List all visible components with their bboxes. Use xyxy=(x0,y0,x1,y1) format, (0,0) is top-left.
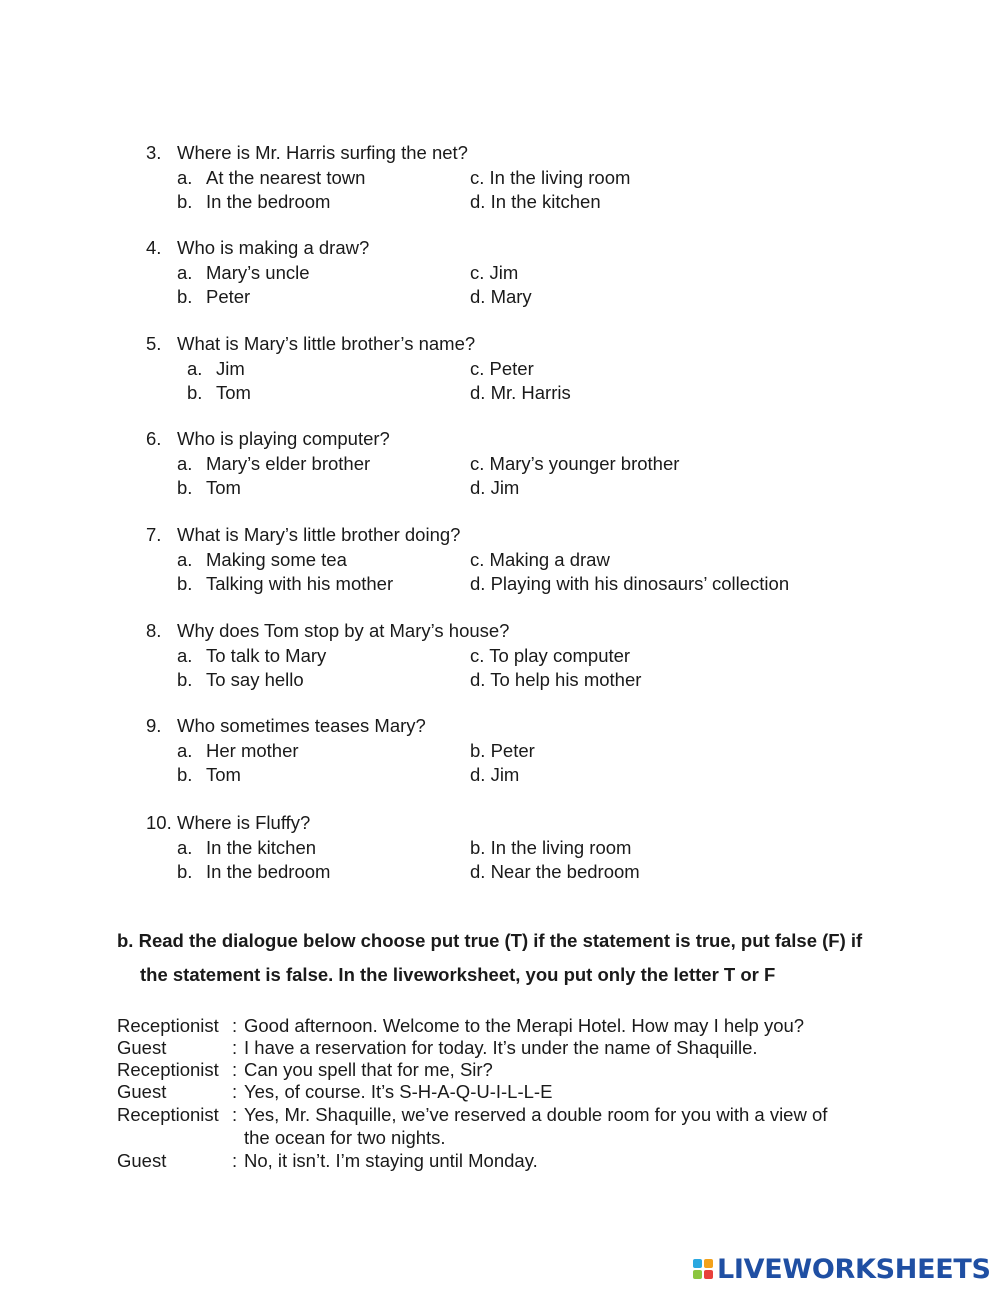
option-text: At the nearest town xyxy=(206,166,366,188)
option-text: Talking with his mother xyxy=(206,573,394,594)
option-text: Her mother xyxy=(206,739,299,761)
dialogue-line: the ocean for two nights. xyxy=(244,1127,446,1148)
option-text-right: c. Peter xyxy=(470,357,534,379)
dialogue-colon: : xyxy=(232,1037,238,1058)
option-letter: a. xyxy=(177,261,193,283)
dialogue-line: I have a reservation for today. It’s under the name of Shaquille. xyxy=(244,1037,758,1058)
logo-text: LIVEWORKSHEETS xyxy=(717,1253,991,1285)
dialogue-colon: : xyxy=(232,1104,238,1125)
option-text: In the bedroom xyxy=(206,861,331,882)
option-text-right: c. To play computer xyxy=(470,644,631,666)
option-text: Mary’s uncle xyxy=(206,261,310,283)
question-number: 6. xyxy=(146,428,162,449)
option-text-right: c. In the living room xyxy=(470,166,631,188)
option-text-right: c. Jim xyxy=(470,261,519,283)
option-text: Making some tea xyxy=(206,548,347,570)
dialogue-line: Yes, of course. It’s S-H-A-Q-U-I-L-L-E xyxy=(244,1081,553,1102)
dialogue-speaker: Receptionist xyxy=(117,1015,219,1036)
question-number: 7. xyxy=(146,524,162,545)
option-text-right: d. To help his mother xyxy=(470,669,642,690)
dialogue-colon: : xyxy=(232,1150,238,1171)
option-text: In the kitchen xyxy=(206,836,317,858)
option-text-right: b. Peter xyxy=(470,739,535,761)
option-text-right: d. Playing with his dinosaurs’ collection xyxy=(470,573,790,594)
option-letter: b. xyxy=(177,191,193,212)
question-text: Who is playing computer? xyxy=(177,428,390,449)
dialogue-colon: : xyxy=(232,1059,238,1080)
question-text: Why does Tom stop by at Mary’s house? xyxy=(177,620,510,641)
question-text: Where is Mr. Harris surfing the net? xyxy=(177,142,468,163)
liveworksheets-logo xyxy=(693,1254,991,1284)
option-letter: a. xyxy=(177,548,193,570)
option-text-right: d. Near the bedroom xyxy=(470,861,640,882)
option-text-right: d. Jim xyxy=(470,477,520,498)
option-text-right: c. Mary’s younger brother xyxy=(470,452,680,474)
option-letter: b. xyxy=(187,382,203,403)
dialogue-speaker: Guest xyxy=(117,1150,167,1171)
question-number: 9. xyxy=(146,715,162,736)
option-letter: a. xyxy=(177,452,193,474)
option-letter: b. xyxy=(177,861,193,882)
option-text: Tom xyxy=(216,382,251,403)
dialogue-speaker: Guest xyxy=(117,1037,167,1058)
dialogue-line: Yes, Mr. Shaquille, we’ve reserved a double room for you with a view of xyxy=(244,1104,828,1125)
option-text: Peter xyxy=(206,286,251,307)
option-letter: a. xyxy=(177,739,193,761)
option-text-right: d. Mary xyxy=(470,286,532,307)
question-number: 5. xyxy=(146,333,162,354)
option-text: Jim xyxy=(216,357,245,379)
dialogue-line: No, it isn’t. I’m staying until Monday. xyxy=(244,1150,538,1171)
option-text-right: d. Mr. Harris xyxy=(470,382,571,403)
option-letter: a. xyxy=(177,644,193,666)
question-number: 4. xyxy=(146,237,162,258)
dialogue-line: Good afternoon. Welcome to the Merapi Hotel. How may I help you? xyxy=(244,1015,805,1036)
option-text: In the bedroom xyxy=(206,191,331,212)
dialogue-colon: : xyxy=(232,1015,238,1036)
liveworksheets-logo-icon xyxy=(693,1259,713,1279)
question-text: Where is Fluffy? xyxy=(177,812,311,833)
section-b-instruction-line2: the statement is false. In the liveworksheet, you put only the letter T or F xyxy=(140,964,776,985)
option-text-right: c. Making a draw xyxy=(470,548,610,570)
dialogue-line: Can you spell that for me, Sir? xyxy=(244,1059,493,1080)
dialogue-speaker: Receptionist xyxy=(117,1104,219,1125)
question-text: Who sometimes teases Mary? xyxy=(177,715,426,736)
question-text: Who is making a draw? xyxy=(177,237,370,258)
option-text: To talk to Mary xyxy=(206,644,327,666)
option-text-right: d. In the kitchen xyxy=(470,191,601,212)
question-number: 10. xyxy=(146,812,172,833)
option-letter: a. xyxy=(187,357,203,379)
dialogue-speaker: Guest xyxy=(117,1081,167,1102)
option-letter: b. xyxy=(177,764,193,785)
option-text: Mary’s elder brother xyxy=(206,452,371,474)
option-text-right: b. In the living room xyxy=(470,836,632,858)
section-b-instruction-line1: b. Read the dialogue below choose put true (T) if the statement is true, put false (F) if xyxy=(117,930,863,951)
option-text: Tom xyxy=(206,764,241,785)
option-letter: b. xyxy=(177,573,193,594)
option-text: To say hello xyxy=(206,669,304,690)
option-text-right: d. Jim xyxy=(470,764,520,785)
question-number: 3. xyxy=(146,142,162,163)
option-letter: b. xyxy=(177,286,193,307)
option-text: Tom xyxy=(206,477,241,498)
dialogue-colon: : xyxy=(232,1081,238,1102)
question-number: 8. xyxy=(146,620,162,641)
question-text: What is Mary’s little brother’s name? xyxy=(177,333,476,354)
option-letter: a. xyxy=(177,166,193,188)
option-letter: b. xyxy=(177,477,193,498)
option-letter: b. xyxy=(177,669,193,690)
dialogue-speaker: Receptionist xyxy=(117,1059,219,1080)
question-text: What is Mary’s little brother doing? xyxy=(177,524,461,545)
option-letter: a. xyxy=(177,836,193,858)
